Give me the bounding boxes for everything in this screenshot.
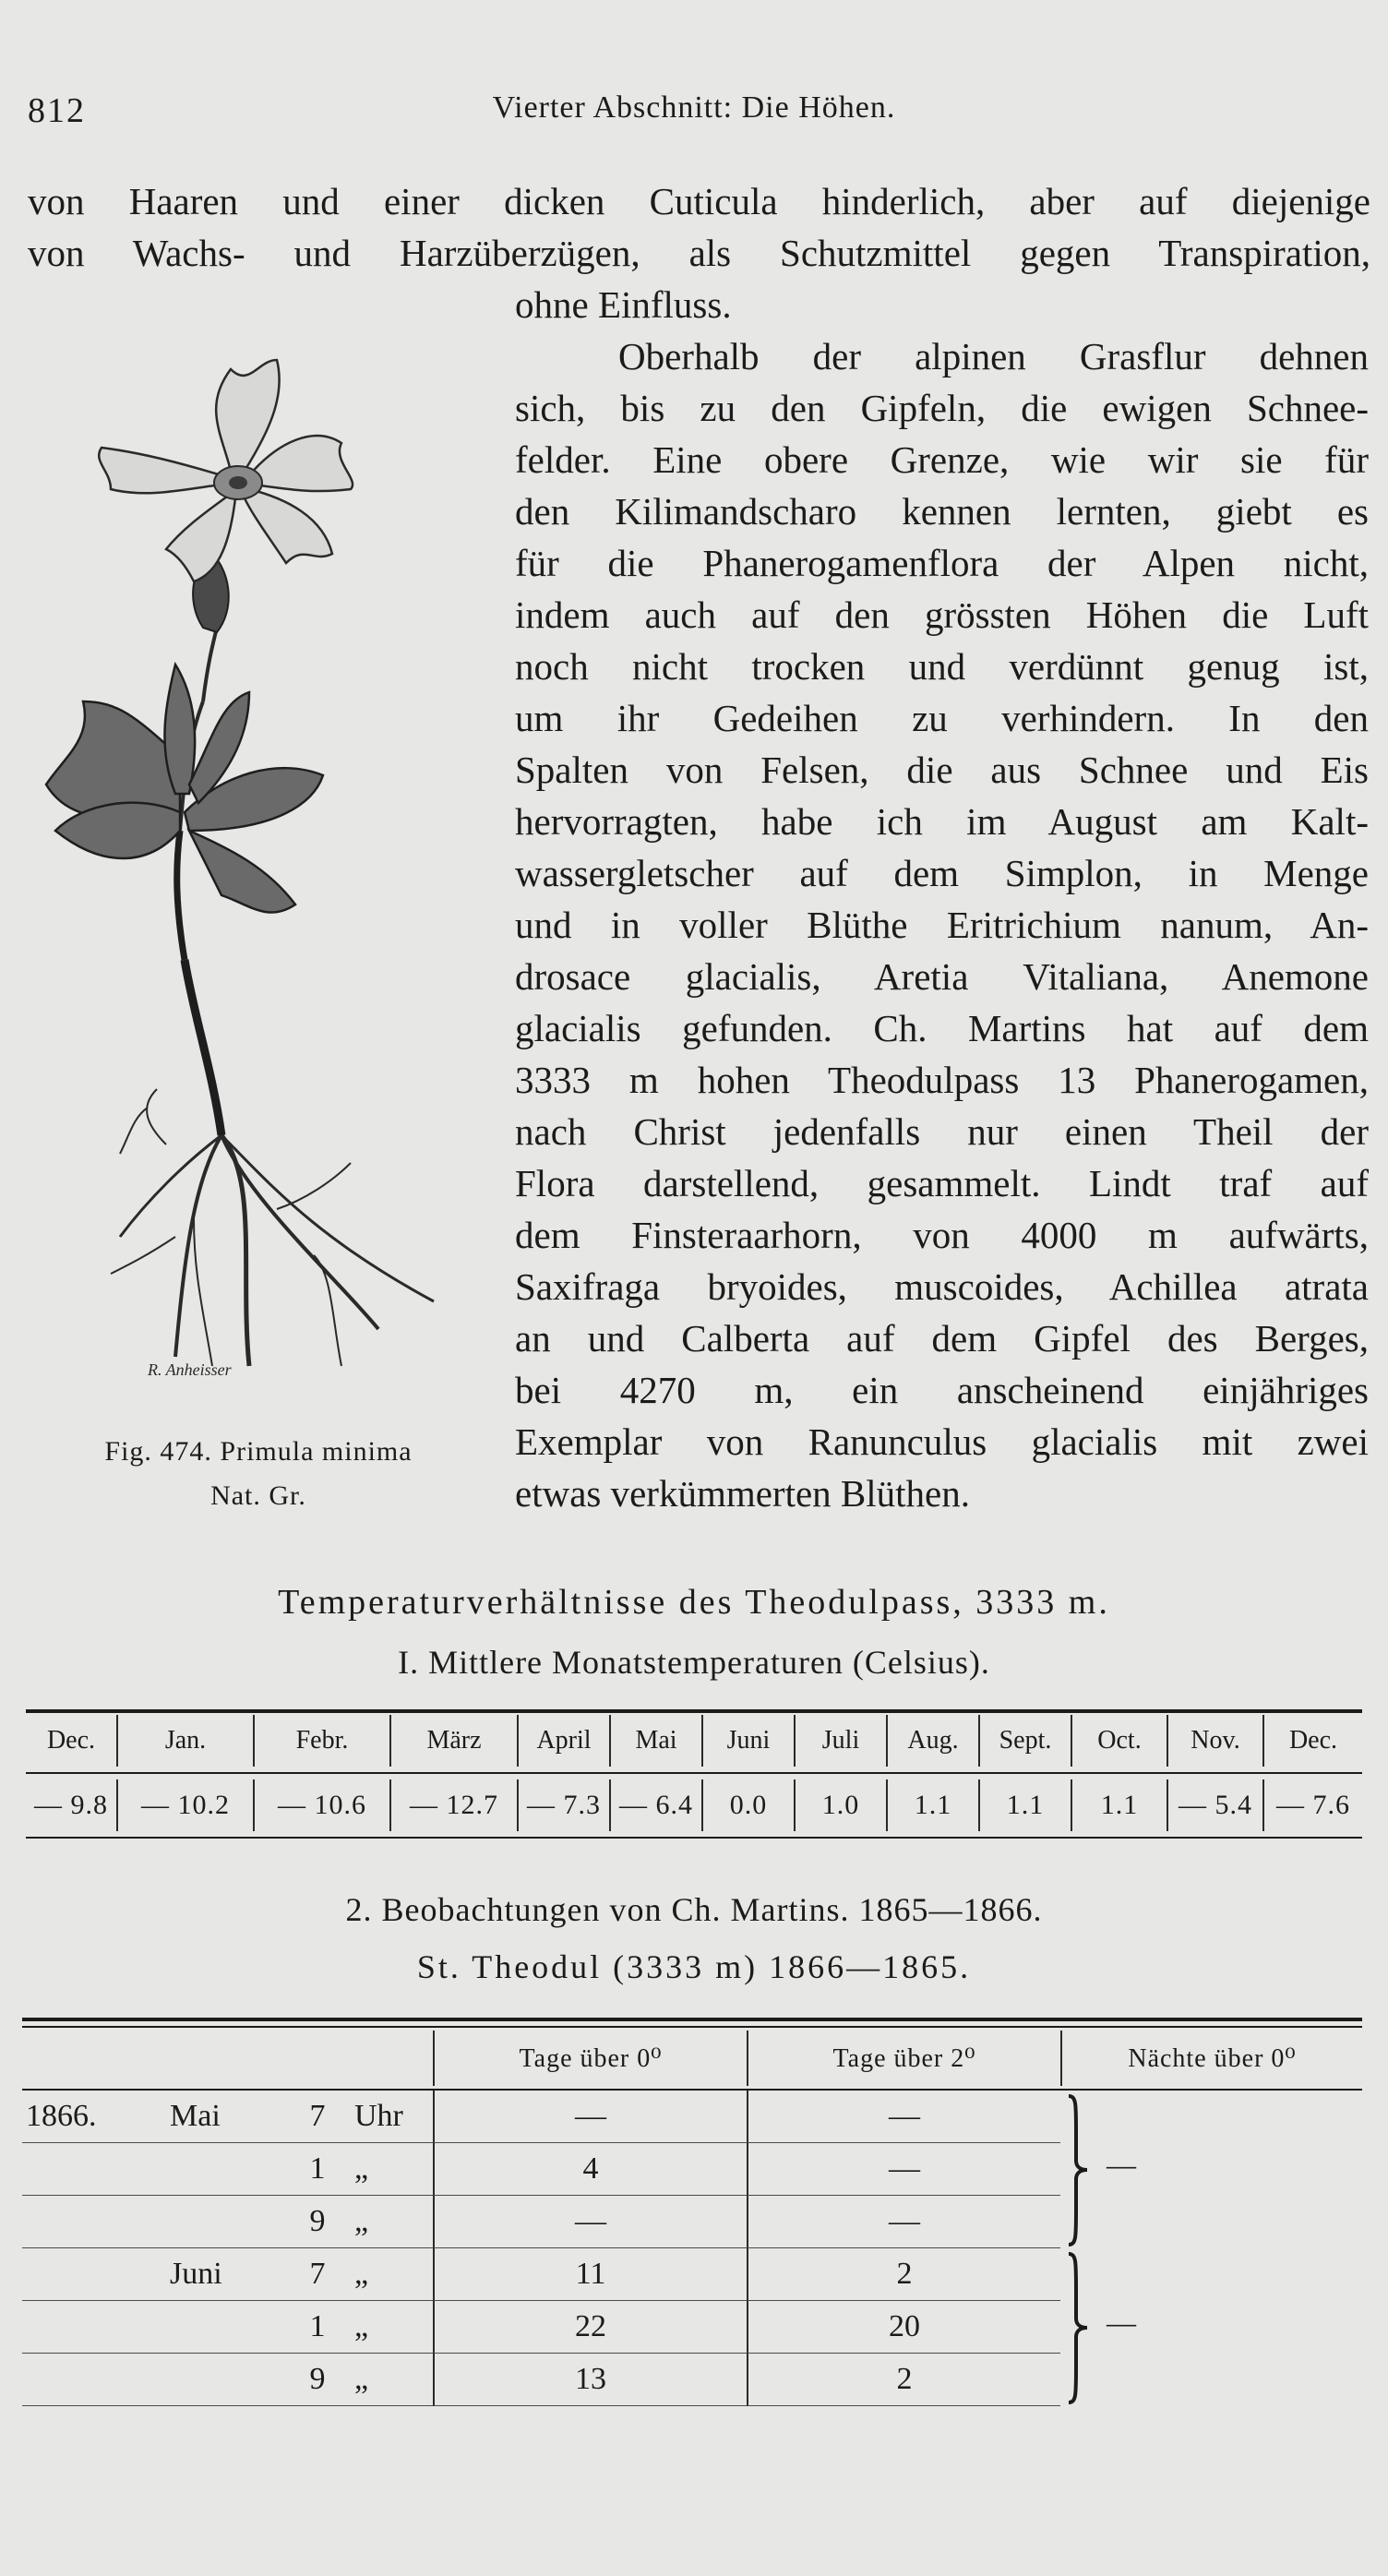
column-line: wassergletscher auf dem Simplon, in Menge: [515, 852, 1369, 894]
row-hour: 9: [309, 2362, 326, 2396]
table1-temperature-value: 1.1: [1072, 1779, 1168, 1831]
row-year: [22, 2354, 133, 2406]
running-title: Vierter Abschnitt: Die Höhen.: [492, 90, 896, 125]
row-days-over-0: —: [433, 2196, 747, 2248]
row-unit: „: [354, 2204, 369, 2238]
table1-temperature-value: — 5.4: [1168, 1779, 1264, 1831]
row-hour: 1: [309, 2151, 326, 2186]
table2-header-empty: [22, 2031, 433, 2086]
table1-value-row: [26, 1778, 1362, 1833]
table1-temperature-value: — 12.7: [391, 1779, 519, 1831]
row-days-over-2: 2: [747, 2354, 1060, 2406]
column-line: hervorragten, habe ich im August am Kalt-: [515, 800, 1369, 843]
table2-subtitle: St. Theodul (3333 m) 1866—1865.: [416, 1948, 972, 1985]
table2-header-over0: Tage über 0⁰: [433, 2031, 747, 2086]
column-line: Saxifraga bryoides, muscoides, Achillea atrata: [515, 1265, 1369, 1308]
primula-minima-drawing: [37, 351, 480, 1440]
table2-row: [22, 2354, 1362, 2406]
column-line: dem Finsteraarhorn, von 4000 m aufwärts,: [515, 1214, 1369, 1256]
table1-header-row: [26, 1713, 1362, 1768]
text-line-1: von Haaren und einer dicken Cuticula hinderlich, aber auf diejenige: [28, 180, 1370, 222]
table2-header-row: [22, 2028, 1362, 2091]
column-line: für die Phanerogamenflora der Alpen nicht,: [515, 542, 1369, 584]
table2-row: [22, 2301, 1362, 2354]
table1-temperature-value: — 10.6: [255, 1779, 391, 1831]
row-nights-cell: [1060, 2091, 1362, 2143]
table1-month-header: Aug.: [888, 1715, 980, 1767]
row-label-group: [22, 2354, 433, 2406]
row-month: Mai: [170, 2099, 221, 2133]
table1-month-header: Jan.: [118, 1715, 255, 1767]
section-title: Temperaturverhältnisse des Theodulpass, 3333 m.: [278, 1583, 1110, 1622]
row-label-group: [22, 2301, 433, 2354]
table1-month-header: Dec.: [26, 1715, 118, 1767]
column-line: felder. Eine obere Grenze, wie wir sie für: [515, 438, 1369, 481]
text-line-2: von Wachs- und Harzüberzügen, als Schutzmittel gegen Transpiration,: [28, 232, 1370, 274]
row-month: [133, 2143, 290, 2196]
table2-row: [22, 2196, 1362, 2248]
row-hour: 9: [309, 2204, 326, 2238]
table1-month-header: Mai: [611, 1715, 703, 1767]
curly-brace: [1063, 2094, 1091, 2251]
table1-temperature-value: 0.0: [703, 1779, 796, 1831]
row-label-group: [22, 2091, 433, 2143]
table1-temperature-value: 1.1: [980, 1779, 1072, 1831]
row-days-over-2: —: [747, 2143, 1060, 2196]
row-unit: „: [354, 2309, 369, 2343]
column-line: sich, bis zu den Gipfeln, die ewigen Schnee-: [515, 387, 1369, 429]
column-line: und in voller Blüthe Eritrichium nanum, An-: [515, 904, 1369, 946]
row-label-group: [22, 2196, 433, 2248]
table1-temperature-value: — 7.6: [1276, 1790, 1350, 1820]
table2-body: [22, 2091, 1362, 2406]
row-days-over-0: 11: [433, 2248, 747, 2301]
nights-over-0-value: —: [1107, 2148, 1136, 2181]
row-days-over-0: 22: [433, 2301, 747, 2354]
table1-month-header: April: [519, 1715, 611, 1767]
row-year: 1866.: [26, 2099, 97, 2133]
row-days-over-2: 2: [747, 2248, 1060, 2301]
curly-brace: [1063, 2252, 1091, 2409]
row-hour: 7: [309, 2099, 326, 2133]
table2-header-over2: Tage über 2⁰: [747, 2031, 1060, 2086]
column-line: indem auch auf den grössten Höhen die Luft: [515, 593, 1369, 636]
row-year: [22, 2248, 133, 2301]
row-month: [133, 2354, 290, 2406]
table1-temperature-value: — 6.4: [611, 1779, 703, 1831]
table2-row: [22, 2248, 1362, 2301]
row-days-over-2: —: [747, 2091, 1060, 2143]
row-days-over-2: —: [747, 2196, 1060, 2248]
plant-illustration: [37, 351, 480, 1440]
running-head: [28, 90, 1360, 137]
row-unit: Uhr: [354, 2099, 403, 2133]
table1-month-header: Dec.: [1288, 1726, 1338, 1755]
row-days-over-0: 4: [433, 2143, 747, 2196]
row-month: Juni: [170, 2257, 222, 2291]
row-days-over-0: 13: [433, 2354, 747, 2406]
column-line: an und Calberta auf dem Gipfel des Berges,: [515, 1317, 1369, 1360]
column-line: etwas verkümmerten Blüthen.: [515, 1472, 971, 1515]
table1-month-header: Juni: [703, 1715, 796, 1767]
row-nights-cell: [1060, 2196, 1362, 2248]
artist-signature: R. Anheisser: [148, 1360, 232, 1379]
column-line: Spalten von Felsen, die aus Schnee und Eis: [515, 749, 1369, 791]
table1-month-header: Oct.: [1072, 1715, 1168, 1767]
row-days-over-0: —: [433, 2091, 747, 2143]
column-line: noch nicht trocken und verdünnt genug ist,: [515, 645, 1369, 688]
table2-header-nights: Nächte über 0⁰: [1060, 2031, 1362, 2086]
text-line-3: ohne Einfluss.: [515, 283, 732, 326]
column-line: Oberhalb der alpinen Grasflur dehnen: [618, 335, 1369, 377]
table2-title: 2. Beobachtungen von Ch. Martins. 1865—1866.: [345, 1891, 1043, 1928]
row-nights-cell: [1060, 2354, 1362, 2406]
column-line: nach Christ jedenfalls nur einen Theil der: [515, 1110, 1369, 1153]
figure-caption-scale: Nat. Gr.: [210, 1480, 306, 1511]
row-hour: 1: [309, 2309, 326, 2343]
column-line: 3333 m hohen Theodulpass 13 Phanerogamen,: [515, 1059, 1369, 1101]
row-unit: „: [354, 2151, 369, 2186]
table1-temperature-value: 1.0: [796, 1779, 888, 1831]
table1-temperature-value: — 10.2: [118, 1779, 255, 1831]
monthly-temperature-table: [26, 1709, 1362, 1839]
nights-over-0-value: —: [1107, 2306, 1136, 2339]
column-line: bei 4270 m, ein anscheinend einjähriges: [515, 1369, 1369, 1411]
row-month: [133, 2301, 290, 2354]
observation-table: [22, 2018, 1362, 2406]
column-line: glacialis gefunden. Ch. Martins hat auf dem: [515, 1007, 1369, 1049]
table1-month-header: Febr.: [255, 1715, 391, 1767]
page-number: 812: [28, 91, 86, 130]
column-line: Exemplar von Ranunculus glacialis mit zwei: [515, 1420, 1369, 1463]
row-month: [133, 2196, 290, 2248]
table1-month-header: Nov.: [1168, 1715, 1264, 1767]
table1-temperature-value: — 9.8: [26, 1779, 118, 1831]
row-year: [22, 2301, 133, 2354]
table1-month-header: Juli: [796, 1715, 888, 1767]
row-label-group: [22, 2143, 433, 2196]
row-nights-cell: [1060, 2248, 1362, 2301]
table1-temperature-value: 1.1: [888, 1779, 980, 1831]
table2-row: [22, 2091, 1362, 2143]
row-unit: „: [354, 2257, 369, 2291]
row-hour: 7: [309, 2257, 326, 2291]
row-year: [22, 2196, 133, 2248]
table1-month-header: Sept.: [980, 1715, 1072, 1767]
table2-row: [22, 2143, 1362, 2196]
table1-temperature-value: — 7.3: [519, 1779, 611, 1831]
figure-caption: Fig. 474. Primula minima: [104, 1436, 413, 1467]
row-label-group: [22, 2248, 433, 2301]
table1-title: I. Mittlere Monatstemperaturen (Celsius).: [398, 1644, 990, 1681]
row-days-over-2: 20: [747, 2301, 1060, 2354]
column-line: um ihr Gedeihen zu verhindern. In den: [515, 697, 1369, 739]
table1-month-header: März: [391, 1715, 519, 1767]
column-line: drosace glacialis, Aretia Vitaliana, Anemone: [515, 955, 1369, 998]
row-year: [22, 2143, 133, 2196]
row-unit: „: [354, 2362, 369, 2396]
column-line: den Kilimandscharo kennen lernten, giebt es: [515, 490, 1369, 533]
column-line: Flora darstellend, gesammelt. Lindt traf auf: [515, 1162, 1369, 1204]
